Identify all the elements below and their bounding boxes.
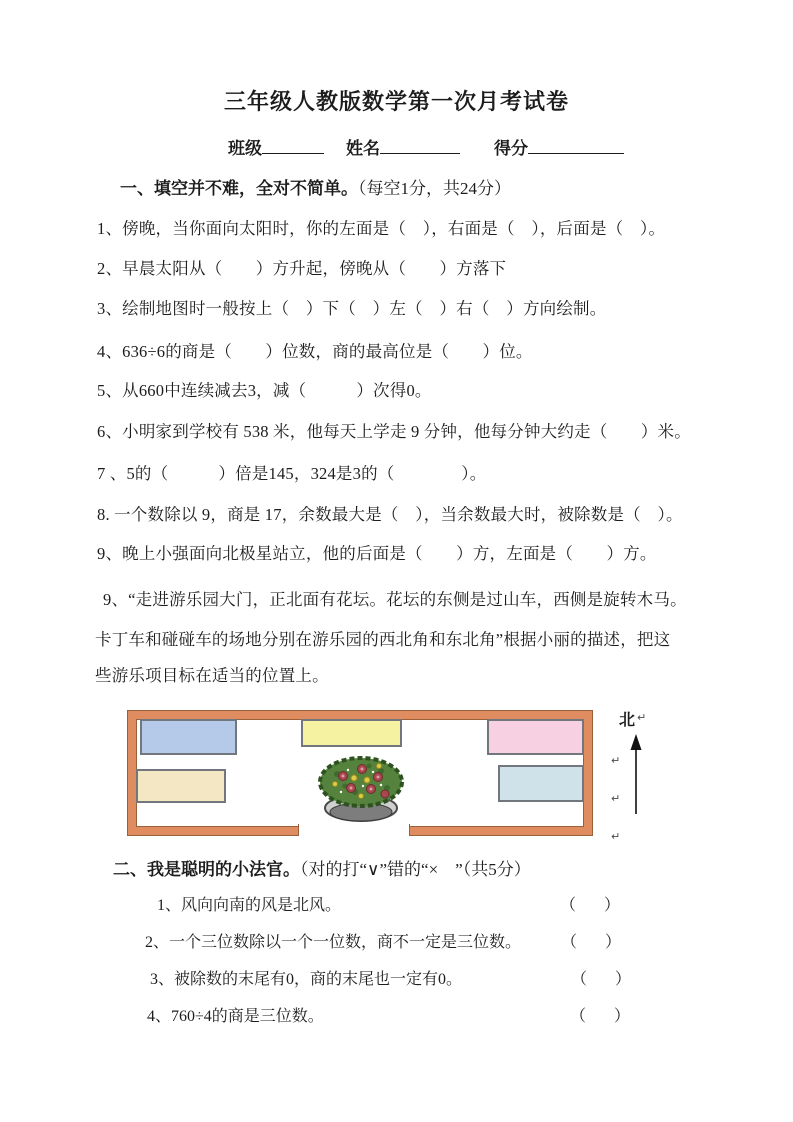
park-rect-northwest [140,719,237,755]
judge-item-text: 3、被除数的末尾有0，商的末尾也一定有0。 [150,971,463,988]
paragraph-mark-icon: ↵ [637,711,647,724]
section2-heading-title: 二、我是聪明的小法官。 [113,860,300,879]
park-rect-northeast [487,719,584,755]
paragraph-mark-icon: ↵ [611,754,621,767]
judge-item-text: 2、一个三位数除以一个一位数，商不一定是三位数。 [145,934,522,951]
flower-bed-illustration [315,748,409,826]
question-1: 1、傍晚，当你面向太阳时，你的左面是（ ），右面是（ ），后面是（ ）。 [97,219,666,238]
park-map-interior [136,719,584,827]
judge-item-4 [0,1003,793,1027]
name-label: 姓名 [346,139,380,158]
park-rect-west [136,769,226,803]
judge-item-text: 4、760÷4的商是三位数。 [147,1008,324,1025]
question-9b-line3: 些游乐项目标在适当的位置上。 [95,666,329,685]
section2-heading [113,855,531,880]
answer-parens: （ ） [570,1008,637,1025]
answer-parens: （ ） [571,971,638,988]
park-rect-north-center [301,719,402,747]
question-2: 2、早晨太阳从（ ）方升起，傍晚从（ ）方落下 [97,259,507,278]
answer-parens: （ ） [560,897,627,914]
page-title: 三年级人教版数学第一次月考试卷 [223,89,569,114]
question-4: 4、636÷6的商是（ ）位数，商的最高位是（ ）位。 [97,342,533,361]
park-rect-east [498,765,584,802]
question-3: 3、绘制地图时一般按上（ ）下（ ）左（ ）右（ ）方向绘制。 [97,299,607,318]
section1-heading-note: （每空1分，共24分） [358,179,511,198]
judge-item-3 [0,966,793,990]
question-5: 5、从660中连续减去3，减（ ）次得0。 [97,381,432,400]
park-map [127,710,593,836]
question-9b-line1: 9、“走进游乐园大门，正北面有花坛。花坛的东侧是过山车，西侧是旋转木马。 [103,590,687,609]
judge-item-1 [0,892,793,916]
question-8: 8. 一个数除以 9，商是 17，余数最大是（ ），当余数最大时，被除数是（ ）。 [97,505,683,524]
north-label: 北 [619,712,636,729]
name-blank-line [380,138,460,154]
student-info-row [228,134,624,159]
question-6: 6、小明家到学校有 538 米，他每天上学走 9 分钟，他每分钟大约走（ ）米。 [97,422,691,441]
score-blank-line [528,138,624,154]
north-arrow-icon [625,734,647,816]
answer-parens: （ ） [561,934,628,951]
north-indicator [608,702,658,850]
paragraph-mark-icon: ↵ [611,792,621,805]
judge-item-text: 1、风向向南的风是北风。 [157,897,342,914]
judge-item-2 [0,929,793,953]
class-blank-line [262,138,324,154]
section1-heading-title: 一、填空并不难，全对不简单。 [120,179,358,198]
score-label: 得分 [494,139,528,158]
section2-heading-note: （对的打“∨”错的“× ”（共5分） [300,860,531,879]
question-9b-line2: 卡丁车和碰碰车的场地分别在游乐园的西北角和东北角”根据小丽的描述，把这 [95,630,671,649]
park-gate-opening [298,824,410,836]
paragraph-mark-icon: ↵ [611,830,621,843]
section1-heading [120,174,511,199]
class-label: 班级 [228,139,262,158]
question-9: 9、晚上小强面向北极星站立，他的后面是（ ）方，左面是（ ）方。 [97,544,657,563]
question-7: 7 、5的（ ）倍是145，324是3的（ ）。 [97,464,487,483]
